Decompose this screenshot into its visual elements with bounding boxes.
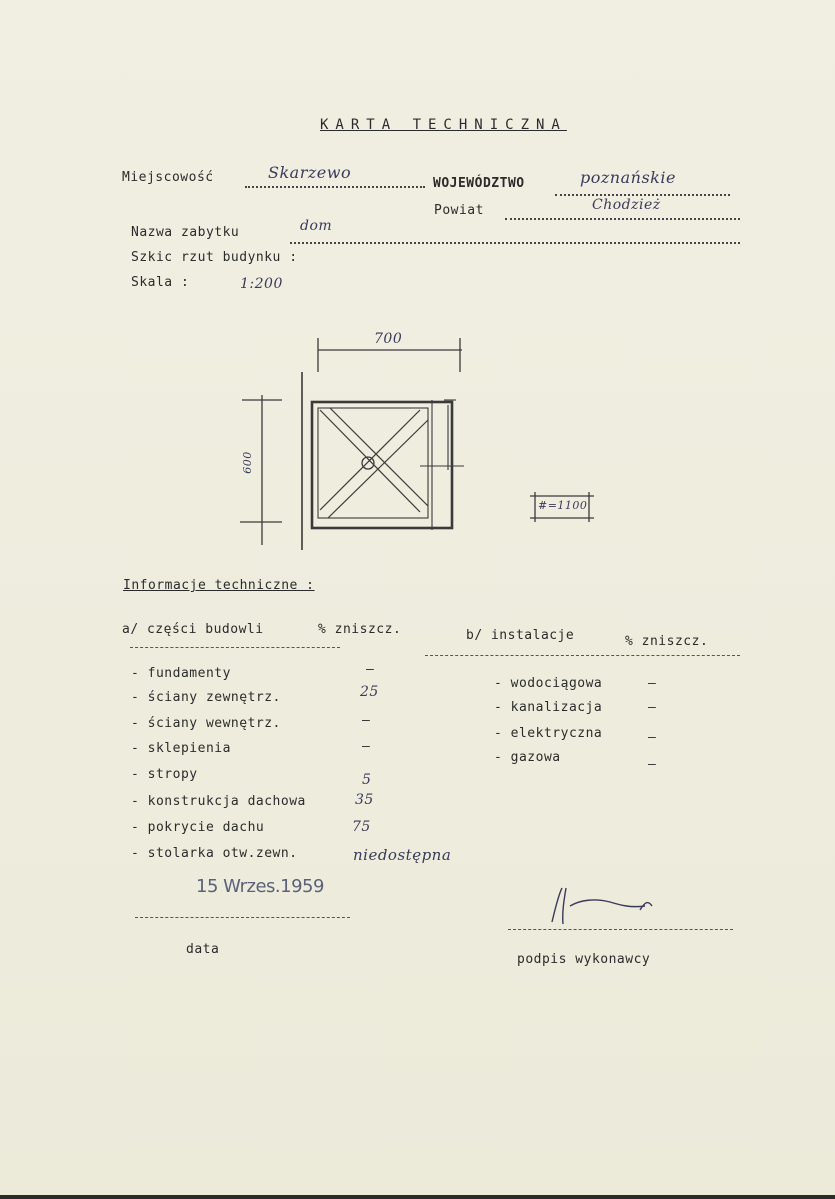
date-stamp: 15 Wrzes.1959 xyxy=(196,876,324,897)
part-label: - fundamenty xyxy=(131,666,231,681)
installation-label: - wodociągowa xyxy=(494,676,603,691)
section-a-label: a/ części budowli xyxy=(122,622,264,637)
installation-label: - elektryczna xyxy=(494,726,603,741)
district-label: Powiat xyxy=(434,203,484,218)
dimension-width-label: 700 xyxy=(374,331,403,347)
installation-label: - gazowa xyxy=(494,750,561,765)
section-b-label: b/ instalacje xyxy=(466,628,575,643)
page-bottom-edge xyxy=(0,1195,835,1199)
part-label: - stropy xyxy=(131,767,198,782)
part-value: 35 xyxy=(355,792,374,808)
part-value: 25 xyxy=(360,684,379,700)
part-value: niedostępna xyxy=(353,846,452,864)
installation-label: - kanalizacja xyxy=(494,700,603,715)
part-label: - stolarka otw.zewn. xyxy=(131,846,298,861)
part-value: 5 xyxy=(362,772,372,788)
sketch-label: Szkic rzut budynku : xyxy=(131,250,298,265)
part-value: — xyxy=(362,713,371,728)
document-title: KARTA TECHNICZNA xyxy=(320,117,567,133)
place-value: Skarzewo xyxy=(268,163,352,182)
info-heading: Informacje techniczne : xyxy=(123,578,315,593)
monument-value: dom xyxy=(300,218,333,234)
part-value: — xyxy=(366,662,375,677)
installation-value: — xyxy=(648,676,657,691)
dimension-height-label: 600 xyxy=(240,451,254,474)
part-label: - pokrycie dachu xyxy=(131,820,265,835)
installation-value: — xyxy=(648,730,657,745)
signature-label: podpis wykonawcy xyxy=(517,952,651,967)
part-label: - ściany wewnętrz. xyxy=(131,716,281,731)
section-a-unit: % zniszcz. xyxy=(318,622,402,637)
scale-value: 1:200 xyxy=(240,276,283,292)
date-label: data xyxy=(186,942,220,957)
part-label: - sklepienia xyxy=(131,741,231,756)
signature-line xyxy=(508,929,733,930)
voivodeship-value: poznańskie xyxy=(580,168,676,187)
part-label: - konstrukcja dachowa xyxy=(131,794,306,809)
monument-label: Nazwa zabytku xyxy=(131,225,240,240)
installation-value: — xyxy=(648,700,657,715)
scale-note: #=1100 xyxy=(538,499,588,512)
installation-value: — xyxy=(648,757,657,772)
voivodeship-label: WOJEWÓDZTWO xyxy=(433,176,525,191)
part-value: — xyxy=(362,739,371,754)
section-b-unit: % zniszcz. xyxy=(625,634,709,649)
part-value: 75 xyxy=(352,819,371,835)
place-label: Miejscowość xyxy=(122,170,214,185)
scale-label: Skala : xyxy=(131,275,190,290)
district-value: Chodzież xyxy=(592,197,661,213)
part-label: - ściany zewnętrz. xyxy=(131,690,281,705)
